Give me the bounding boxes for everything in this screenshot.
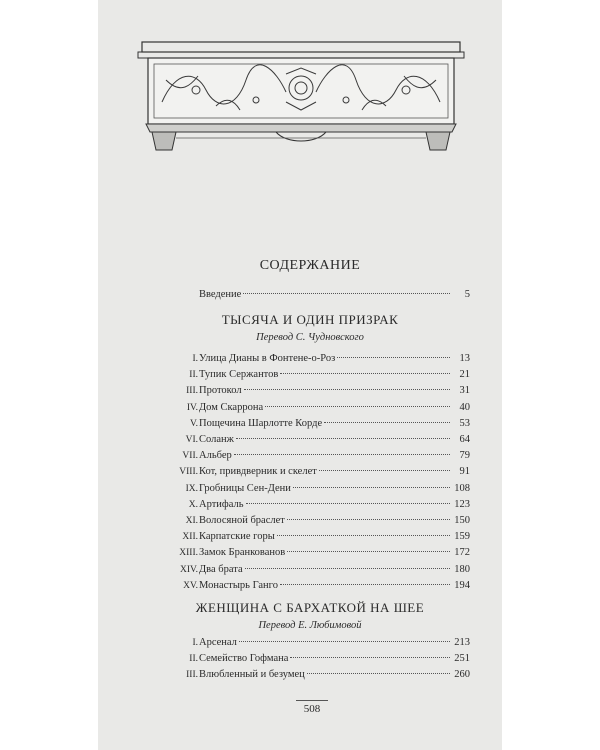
chapter-number: III. [186, 386, 198, 397]
toc-entry-page: 213 [454, 637, 470, 648]
toc-entry[interactable] [150, 666, 470, 680]
toc-entry-title: Альбер [199, 450, 232, 462]
dot-leader [337, 347, 450, 358]
toc-entry[interactable] [150, 480, 470, 494]
toc-entry[interactable] [150, 431, 470, 445]
toc-entry-page: 79 [459, 450, 470, 462]
toc-entry-title: Дом Скаррона [199, 401, 264, 413]
toc-entry-title: Влюбленный и безумец [199, 669, 305, 681]
page-number: 508 [303, 703, 321, 715]
folio-rule [296, 700, 328, 701]
dot-leader [243, 283, 450, 294]
dot-leader [239, 631, 450, 642]
toc-entry[interactable] [150, 512, 470, 526]
chapter-number: XIV. [179, 564, 198, 575]
toc-entry-intro[interactable] [150, 286, 470, 300]
toc-entry-page: 53 [459, 417, 470, 429]
chapter-number: II. [189, 370, 198, 381]
chapter-number: I. [192, 638, 198, 648]
toc-entry-page: 40 [459, 401, 470, 413]
chapter-number: IV. [186, 402, 198, 413]
toc-entry-page: 64 [459, 434, 470, 445]
toc-entry-title: Монастырь Ганго [199, 579, 278, 591]
toc-entry-title: Соланж [199, 434, 234, 445]
chapter-number: VI. [185, 435, 198, 445]
chapter-number: V. [189, 418, 198, 429]
toc-entry[interactable] [150, 415, 470, 429]
toc-entry-title: Замок Бранкованов [199, 547, 286, 559]
toc-entry-page: 180 [454, 563, 470, 575]
dot-leader [290, 647, 450, 658]
dot-leader [287, 509, 450, 520]
chapter-number: XI. [185, 516, 198, 526]
toc-entry-page: 150 [454, 515, 470, 526]
toc-entry[interactable] [150, 496, 470, 510]
toc-entry-title: Карпатские горы [199, 531, 275, 543]
ornamental-chest-illustration [136, 40, 466, 152]
toc-entry[interactable] [150, 544, 470, 558]
dot-leader [324, 412, 450, 423]
toc-entry-title: Введение [199, 289, 242, 300]
toc-entry-page: 123 [454, 498, 470, 510]
toc-entry[interactable] [150, 561, 470, 575]
dot-leader [287, 541, 450, 552]
dot-leader [236, 428, 450, 439]
dot-leader [244, 379, 450, 390]
translator-credit: Перевод Е. Любимовой [258, 620, 362, 631]
dot-leader [319, 460, 450, 471]
toc-entry-page: 31 [459, 385, 470, 397]
dot-leader [307, 663, 450, 674]
dot-leader [246, 493, 451, 504]
dot-leader [265, 396, 450, 407]
toc-entry-page: 172 [454, 547, 470, 559]
toc-entry[interactable] [150, 399, 470, 413]
toc-entry[interactable] [150, 577, 470, 591]
toc-entry-page: 91 [459, 466, 470, 478]
toc-entry[interactable] [150, 634, 470, 648]
translator-credit: Перевод С. Чудновского [256, 332, 364, 343]
toc-entry-page: 13 [459, 353, 470, 364]
toc-entry-page: 260 [454, 669, 470, 681]
toc-entry[interactable] [150, 350, 470, 364]
dot-leader [245, 558, 450, 569]
toc-entry-title: Волосяной браслет [199, 515, 285, 526]
toc-entry[interactable] [150, 528, 470, 542]
chapter-number: VII. [182, 451, 198, 462]
dot-leader [234, 444, 450, 455]
toc-entry-title: Арсенал [199, 637, 237, 648]
dot-leader [280, 574, 450, 585]
chapter-number: X. [188, 499, 198, 510]
toc-entry-title: Семейство Гофмана [199, 653, 289, 665]
chapter-number: XIII. [179, 548, 198, 559]
chapter-number: II. [189, 654, 198, 665]
chapter-number: XV. [183, 580, 198, 591]
chapter-number: XII. [182, 532, 198, 543]
section-heading: ТЫСЯЧА И ОДИН ПРИЗРАК [221, 312, 399, 327]
toc-entry-page: 21 [459, 369, 470, 381]
chapter-number: VIII. [179, 467, 198, 478]
toc-entry-page: 159 [454, 531, 470, 543]
chapter-number: IX. [185, 483, 198, 494]
toc-entry[interactable] [150, 366, 470, 380]
toc-entry[interactable] [150, 650, 470, 664]
chapter-number: I. [192, 354, 198, 364]
dot-leader [280, 363, 450, 374]
toc-entry-title: Протокол [199, 385, 242, 397]
dot-leader [277, 525, 450, 536]
chapter-number: III. [186, 670, 198, 681]
toc-entry-title: Тупик Сержантов [199, 369, 279, 381]
toc-entry-page: 251 [454, 653, 470, 665]
contents-title: СОДЕРЖАНИЕ [259, 258, 361, 273]
section-heading: ЖЕНЩИНА С БАРХАТКОЙ НА ШЕЕ [195, 600, 425, 615]
toc-entry-page: 108 [454, 482, 470, 494]
toc-entry[interactable] [150, 447, 470, 461]
toc-entry-page: 5 [464, 289, 470, 300]
dot-leader [293, 477, 450, 488]
toc-entry-title: Артифаль [199, 498, 244, 510]
toc-entry-title: Два брата [199, 563, 243, 575]
toc-entry-title: Пощечина Шарлотте Корде [199, 417, 323, 429]
toc-entry-page: 194 [454, 579, 470, 591]
toc-entry-title: Кот, привдверник и скелет [199, 466, 317, 478]
toc-entry-title: Гробницы Сен-Дени [199, 482, 291, 494]
toc-entry-title: Улица Дианы в Фонтене-о-Роз [199, 353, 336, 364]
toc-entry[interactable] [150, 382, 470, 396]
toc-entry[interactable] [150, 463, 470, 477]
